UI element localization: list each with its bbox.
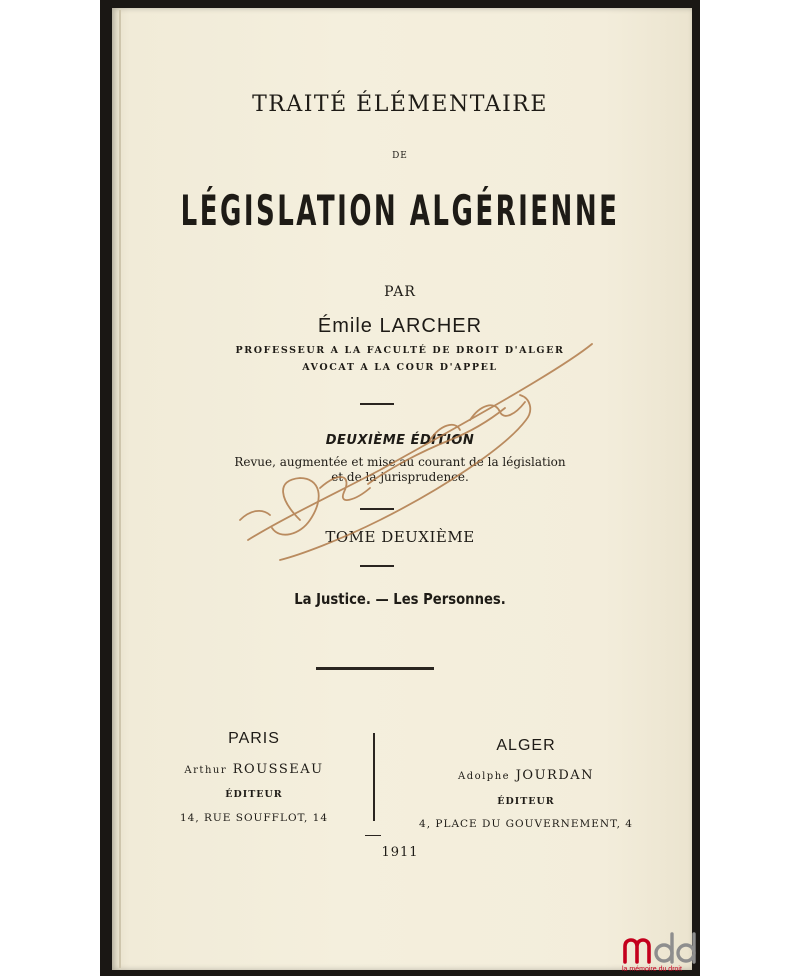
- author-role-2: AVOCAT A LA COUR D'APPEL: [302, 362, 498, 373]
- edition-note-2: et de la jurisprudence.: [331, 470, 469, 484]
- publication-year: 1911: [381, 845, 419, 860]
- title-line-1: TRAITÉ ÉLÉMENTAIRE: [252, 92, 548, 117]
- volume-tome: TOME DEUXIÈME: [325, 528, 475, 546]
- volume-subject: La Justice. — Les Personnes.: [294, 590, 506, 608]
- publisher-left-surname: ROUSSEAU: [232, 762, 324, 777]
- watermark-tagline: la mémoire du droit: [622, 966, 682, 973]
- publisher-left-city: PARIS: [228, 730, 280, 747]
- author-role-1: PROFESSEUR A LA FACULTÉ DE DROIT D'ALGER: [235, 345, 565, 356]
- main-title: LÉGISLATION ALGÉRIENNE: [180, 186, 620, 235]
- mdd-logo-icon: [620, 922, 700, 972]
- publisher-right-city: ALGER: [496, 737, 556, 754]
- publisher-right-role: ÉDITEUR: [497, 796, 555, 807]
- publisher-right-surname: JOURDAN: [515, 768, 595, 783]
- edition-label: DEUXIÈME ÉDITION: [325, 433, 475, 448]
- author-by: PAR: [384, 284, 416, 300]
- publisher-left-role: ÉDITEUR: [225, 789, 283, 800]
- edition-note-1: Revue, augmentée et mise au courant de la législation: [234, 455, 566, 469]
- publisher-right-address: 4, PLACE DU GOUVERNEMENT, 4: [419, 818, 633, 830]
- publisher-left-address: 14, RUE SOUFFLOT, 14: [179, 812, 329, 824]
- publisher-right-prefix: Adolphe: [457, 771, 511, 782]
- publisher-left-prefix: Arthur: [184, 765, 228, 776]
- author-name: Émile LARCHER: [317, 315, 483, 337]
- title-connector: DE: [392, 151, 408, 161]
